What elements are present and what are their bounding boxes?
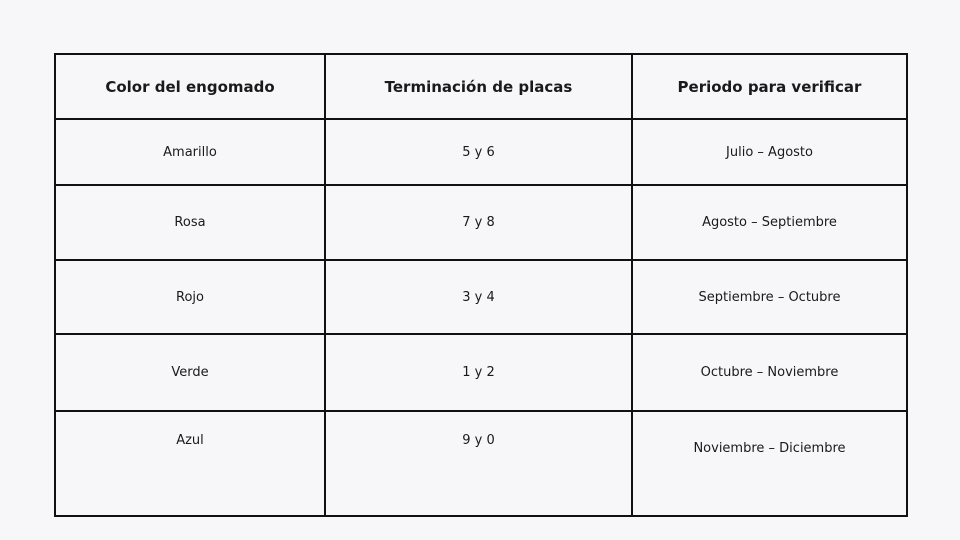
cell-verification-period: Agosto – Septiembre bbox=[632, 185, 907, 260]
cell-sticker-color: Verde bbox=[55, 334, 325, 411]
header-plate-ending: Terminación de placas bbox=[325, 54, 632, 119]
cell-verification-period: Julio – Agosto bbox=[632, 119, 907, 185]
cell-verification-period: Noviembre – Diciembre bbox=[632, 411, 907, 516]
table-row bbox=[55, 185, 907, 260]
table-header-row bbox=[55, 54, 907, 119]
cell-plate-ending: 3 y 4 bbox=[325, 260, 632, 334]
table-row bbox=[55, 260, 907, 334]
table-row bbox=[55, 119, 907, 185]
cell-plate-ending: 9 y 0 bbox=[325, 411, 632, 516]
cell-sticker-color: Amarillo bbox=[55, 119, 325, 185]
table-row bbox=[55, 411, 907, 516]
header-verification-period: Periodo para verificar bbox=[632, 54, 907, 119]
cell-plate-ending: 7 y 8 bbox=[325, 185, 632, 260]
table-row bbox=[55, 334, 907, 411]
cell-plate-ending: 5 y 6 bbox=[325, 119, 632, 185]
cell-sticker-color: Rosa bbox=[55, 185, 325, 260]
cell-sticker-color: Azul bbox=[55, 411, 325, 516]
cell-verification-period: Octubre – Noviembre bbox=[632, 334, 907, 411]
verification-table bbox=[54, 53, 908, 517]
cell-plate-ending: 1 y 2 bbox=[325, 334, 632, 411]
header-sticker-color: Color del engomado bbox=[55, 54, 325, 119]
cell-verification-period: Septiembre – Octubre bbox=[632, 260, 907, 334]
cell-sticker-color: Rojo bbox=[55, 260, 325, 334]
